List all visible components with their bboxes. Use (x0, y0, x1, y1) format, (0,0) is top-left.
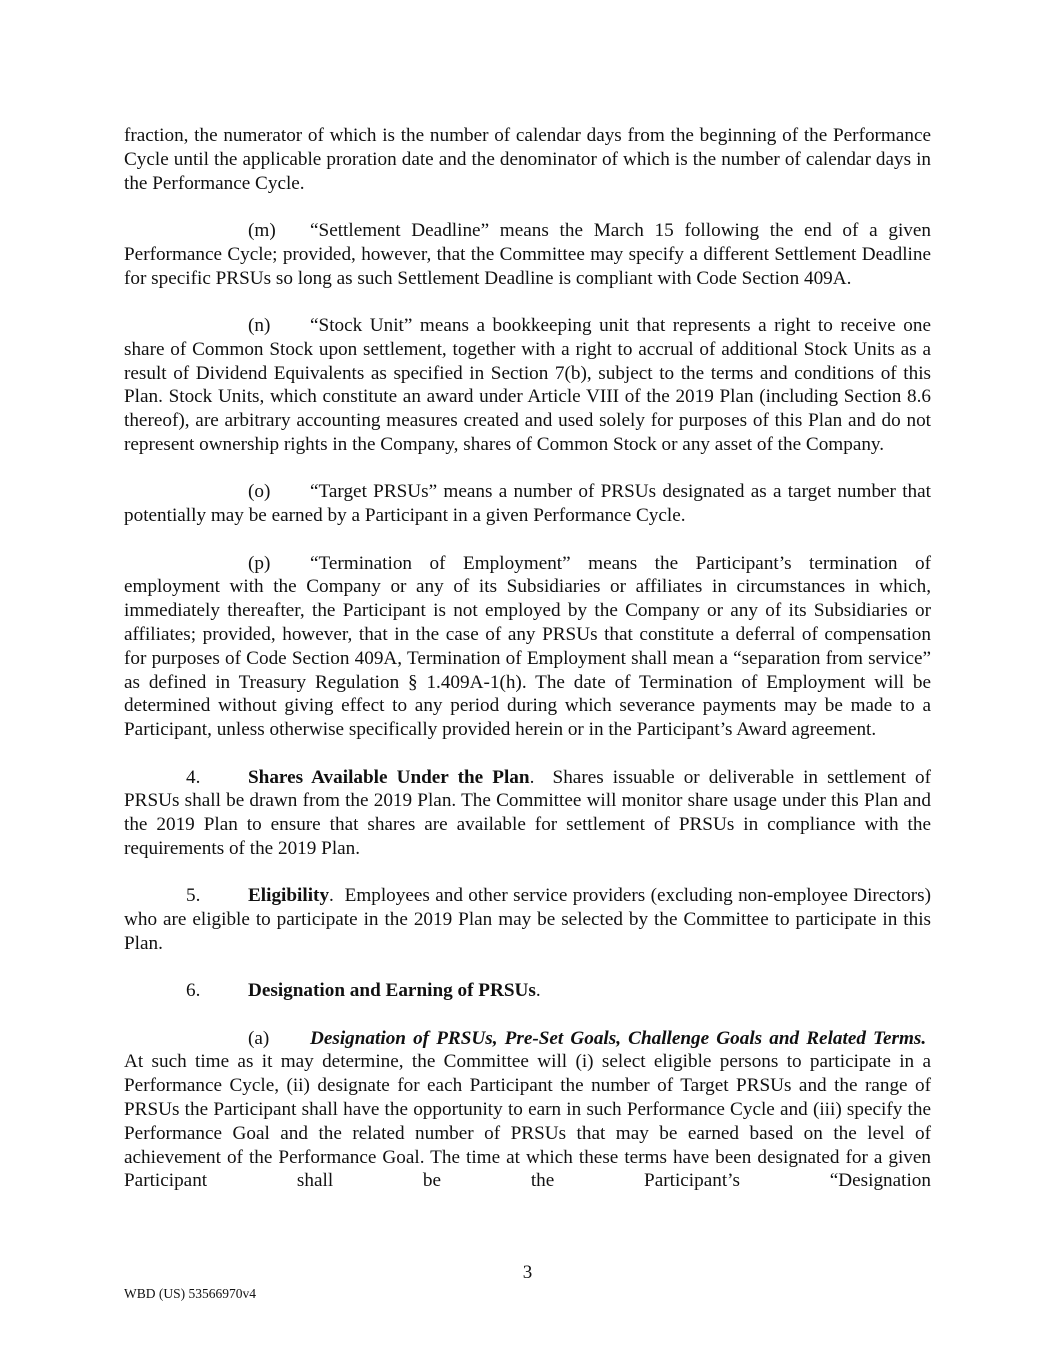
section-heading: Eligibility (248, 885, 330, 907)
definition-label: (p) (248, 552, 271, 574)
paragraph-text: fraction, the numerator of which is the number of calendar days from the beginning of the Performance Cycle until the applicable proration date and the denominator of which is the number of calendar days in the Performance Cycle. (124, 125, 931, 194)
section-number: 6. (186, 980, 201, 1002)
definition-p (124, 552, 931, 742)
section-text: Employees and other service providers (excluding non-employee Directors) who are eligible to participate in the 2019 Plan may be selected by the Committee to participate in this Plan. (124, 885, 931, 954)
subsection-label: (a) (248, 1027, 270, 1049)
document-page (124, 124, 931, 1217)
section-number: 4. (186, 766, 201, 788)
paragraph-text: “Stock Unit” means a bookkeeping unit that represents a right to receive one share of Common Stock upon settlement, together with a right to accrual of additional Stock Units as a result of Dividend Equivalents as specified in Section 7(b), subject to the terms and conditions of this Plan. Stock Units, which constitute an award under Article VIII of the 2019 Plan (including Section 8.6 thereof), are arbitrary accounting measures created and used solely for purposes of this Plan and do not represent ownership rights in the Company, shares of Common Stock or any asset of the Company. (124, 314, 931, 455)
section-number: 5. (186, 885, 201, 907)
section-4 (124, 766, 931, 861)
section-heading-punct: . (329, 885, 334, 907)
paragraph-text: “Target PRSUs” means a number of PRSUs designated as a target number that potentially may be earned by a Participant in a given Performance Cycle. (124, 481, 931, 527)
section-5 (124, 884, 931, 955)
subsection-text: At such time as it may determine, the Committee will (i) select eligible persons to participate in a Performance Cycle, (ii) designate for each Participant the number of Target PRSUs and the range of PRSUs the Participant shall have the opportunity to earn in such Performance Cycle and (iii) specify the Performance Goal and the related number of PRSUs that may be earned based on the level of achievement of the Performance Goal. The time at which these terms have been designated for a given Participant shall be the Participant’s “Designation (124, 1051, 931, 1192)
subsection-heading: Designation of PRSUs, Pre-Set Goals, Challenge Goals and Related Terms. (310, 1027, 927, 1049)
definition-m (124, 219, 931, 290)
section-text: Shares issuable or deliverable in settlement of PRSUs shall be drawn from the 2019 Plan. The Committee will monitor share usage under this Plan and the 2019 Plan to ensure that shares are available for settlement of PRSUs in compliance with the requirements of the 2019 Plan. (124, 766, 932, 859)
section-6 (124, 979, 931, 1003)
definition-label: (m) (248, 219, 276, 241)
subsection-6a (124, 1027, 931, 1194)
section-heading-punct: . (529, 766, 535, 788)
definition-label: (n) (248, 314, 271, 336)
section-heading-punct: . (535, 980, 541, 1002)
definition-l-continuation (124, 124, 931, 195)
definition-n (124, 314, 931, 457)
definition-label: (o) (248, 481, 271, 503)
document-id-footer: WBD (US) 53566970v4 (124, 1286, 256, 1301)
definition-o (124, 480, 931, 528)
page-number: 3 (522, 1262, 533, 1283)
section-heading: Shares Available Under the Plan (248, 766, 530, 788)
paragraph-text: “Settlement Deadline” means the March 15 following the end of a given Performance Cycle; provided, however, that the Committee may specify a different Settlement Deadline for specific PRSUs so long as such Settlement Deadline is compliant with Code Section 409A. (124, 219, 931, 289)
section-heading: Designation and Earning of PRSUs (248, 980, 536, 1002)
paragraph-text: “Termination of Employment” means the Participant’s termination of employment with the Company or any of its Subsidiaries or affiliates in circumstances in which, immediately thereafter, the Participant is not employed by the Company or any of its Subsidiaries or affiliates; provided, however, that in the case of any PRSUs that constitute a deferral of compensation for purposes of Code Section 409A, Termination of Employment shall mean a “separation from service” as defined in Treasury Regulation § 1.409A-1(h). The date of Termination of Employment will be determined without giving effect to any period during which severance payments may be made to a Participant, unless otherwise specifically provided herein or in the Participant’s Award agreement. (124, 552, 931, 741)
